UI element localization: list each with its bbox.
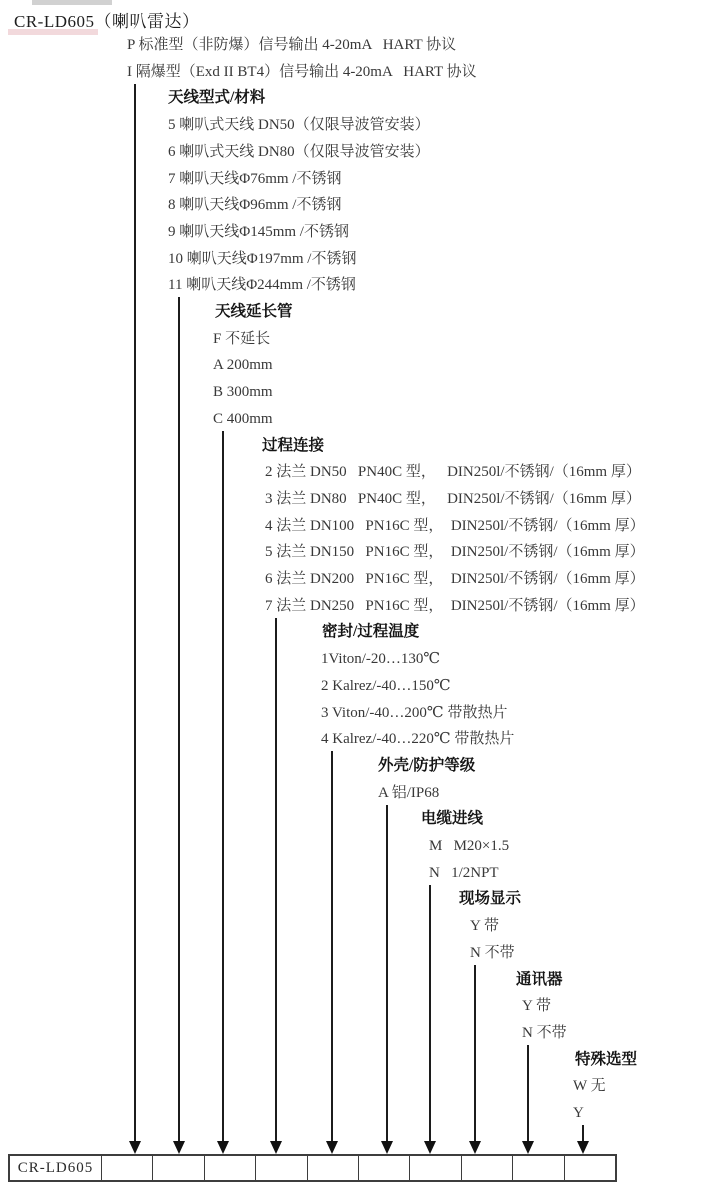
guide-line	[222, 431, 224, 1141]
option-row: 6 喇叭式天线 DN80（仅限导波管安装）	[168, 143, 430, 160]
option-row: 6 法兰 DN200 PN16C 型， DIN250l/不锈钢/（16mm 厚）	[265, 571, 645, 587]
option-row: Y 带	[522, 998, 552, 1015]
down-arrow-icon	[217, 1141, 229, 1154]
option-row: 1Viton/-20…130℃	[321, 651, 441, 668]
group-header: 现场显示	[459, 890, 522, 908]
option-row: 4 法兰 DN100 PN16C 型， DIN250l/不锈钢/（16mm 厚）	[265, 517, 645, 534]
group-header: 过程连接	[262, 436, 325, 454]
model-code-cell	[256, 1156, 307, 1180]
option-row: 7 喇叭天线Φ76mm /不锈钢	[168, 170, 342, 187]
guide-line	[275, 618, 277, 1141]
group-header: 特殊选型	[575, 1050, 638, 1068]
down-arrow-icon	[326, 1141, 338, 1154]
model-code-cell	[513, 1156, 564, 1180]
guide-line	[178, 297, 180, 1141]
model-code-label: CR-LD605	[10, 1156, 102, 1180]
option-row: A 铝/IP68	[378, 784, 440, 801]
option-row: 3 Viton/-40…200℃ 带散热片	[321, 704, 508, 721]
option-row: 2 Kalrez/-40…150℃	[321, 677, 451, 694]
option-row: 4 Kalrez/-40…220℃ 带散热片	[321, 731, 515, 748]
option-row: A 200mm	[213, 357, 273, 374]
option-row: N 不带	[470, 944, 515, 961]
group-header: 外壳/防护等级	[378, 756, 476, 774]
option-row: N 1/2NPT	[429, 864, 499, 881]
group-header: 通讯器	[516, 970, 563, 988]
option-row: B 300mm	[213, 384, 273, 401]
model-code-table	[8, 1154, 617, 1182]
option-row: Y 带	[470, 918, 500, 935]
page-title: CR-LD605（喇叭雷达）	[14, 12, 200, 31]
group-header: 电缆进线	[421, 810, 484, 828]
guide-line	[429, 885, 431, 1141]
scan-smudge	[32, 0, 112, 5]
option-row: 10 喇叭天线Φ197mm /不锈钢	[168, 250, 357, 267]
down-arrow-icon	[577, 1141, 589, 1154]
down-arrow-icon	[173, 1141, 185, 1154]
model-code-cell	[462, 1156, 513, 1180]
option-row: C 400mm	[213, 410, 273, 427]
option-row: 11 喇叭天线Φ244mm /不锈钢	[168, 277, 356, 294]
option-row: F 不延长	[213, 330, 271, 347]
model-code-cell	[153, 1156, 204, 1180]
model-code-cell	[308, 1156, 359, 1180]
model-code-cell	[102, 1156, 153, 1180]
down-arrow-icon	[522, 1141, 534, 1154]
down-arrow-icon	[270, 1141, 282, 1154]
option-row: 3 法兰 DN80 PN40C 型， DIN250l/不锈钢/（16mm 厚）	[265, 490, 641, 507]
model-code-cell	[205, 1156, 256, 1180]
option-row: 5 喇叭式天线 DN50（仅限导波管安装）	[168, 117, 430, 134]
down-arrow-icon	[381, 1141, 393, 1154]
down-arrow-icon	[129, 1141, 141, 1154]
guide-line	[331, 751, 333, 1141]
guide-line	[386, 805, 388, 1141]
guide-line	[474, 965, 476, 1141]
option-row: W 无	[573, 1078, 606, 1095]
option-row: P 标准型（非防爆）信号输出 4-20mA HART 协议	[127, 37, 457, 53]
group-header: 天线型式/材料	[168, 89, 266, 107]
option-row: Y	[573, 1105, 584, 1121]
model-code-cell	[410, 1156, 461, 1180]
model-code-cell	[359, 1156, 410, 1180]
down-arrow-icon	[424, 1141, 436, 1154]
guide-line	[134, 84, 136, 1141]
option-row: 7 法兰 DN250 PN16C 型， DIN250l/不锈钢/（16mm 厚）	[265, 597, 645, 614]
option-row: 9 喇叭天线Φ145mm /不锈钢	[168, 223, 349, 240]
option-row: I 隔爆型（Exd II BT4）信号输出 4-20mA HART 协议	[127, 63, 477, 80]
group-header: 密封/过程温度	[322, 623, 420, 641]
option-row: 5 法兰 DN150 PN16C 型， DIN250l/不锈钢/（16mm 厚）	[265, 544, 645, 561]
down-arrow-icon	[469, 1141, 481, 1154]
group-header: 天线延长管	[215, 303, 293, 320]
option-row: 2 法兰 DN50 PN40C 型， DIN250l/不锈钢/（16mm 厚）	[265, 464, 641, 481]
guide-line	[527, 1045, 529, 1141]
model-code-cell	[565, 1156, 615, 1180]
option-row: M M20×1.5	[429, 838, 510, 854]
option-row: N 不带	[522, 1024, 567, 1041]
guide-line	[582, 1125, 584, 1141]
option-row: 8 喇叭天线Φ96mm /不锈钢	[168, 197, 342, 214]
